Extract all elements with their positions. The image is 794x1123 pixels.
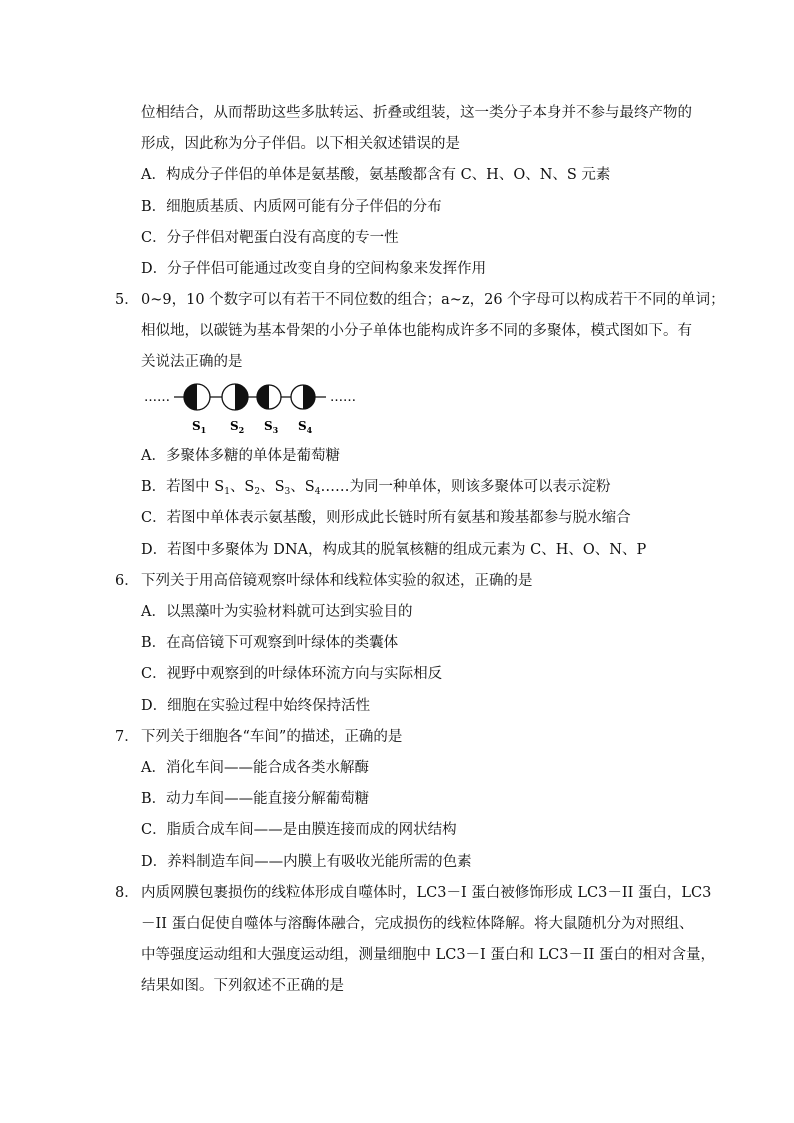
- monomer-chain-figure: [140, 375, 370, 437]
- monomer-s3: [257, 385, 281, 409]
- q8-stem-line-3: 中等强度运动组和大强度运动组，测量细胞中 LC3－I 蛋白和 LC3－II 蛋白的相对含量，: [141, 947, 716, 963]
- label-s4: $S_4$: [298, 419, 313, 435]
- q5-stem-line-1: [115, 290, 725, 310]
- q4-option-c: C．分子伴侣对靶蛋白没有高度的专一性: [141, 230, 399, 246]
- q6-stem: [115, 571, 694, 591]
- q6-option-b: B．在高倍镜下可观察到叶绿体的类囊体: [141, 635, 399, 651]
- q5-option-d: D．若图中多聚体为 DNA，构成其的脱氧核糖的组成元素为 C、H、O、N、P: [141, 542, 647, 558]
- label-s2: $S_2$: [230, 419, 245, 435]
- q7-option-a: A．消化车间——能合成各类水解酶: [141, 760, 369, 776]
- monomer-s2: [222, 384, 248, 410]
- q5-number: 5．: [115, 292, 139, 308]
- q8-stem-line-4: 结果如图。下列叙述不正确的是: [141, 978, 344, 994]
- q5-stem-text-1: 0~9，10 个数字可以有若干不同位数的组合；a~z，26 个字母可以构成若干不同的单词；: [141, 292, 725, 308]
- monomer-s4: [291, 385, 315, 409]
- q4-stem-line-2: 形成，因此称为分子伴侣。以下相关叙述错误的是: [141, 136, 460, 152]
- q5-stem-line-3: 关说法正确的是: [141, 354, 243, 370]
- q8-stem-line-1: [115, 883, 712, 903]
- q6-option-c: C．视野中观察到的叶绿体环流方向与实际相反: [141, 666, 443, 682]
- q5-option-c: C．若图中单体表示氨基酸，则形成此长链时所有氨基和羧基都参与脱水缩合: [141, 510, 631, 526]
- q5-option-a: A．多聚体多糖的单体是葡萄糖: [141, 448, 340, 464]
- q4-option-a: A．构成分子伴侣的单体是氨基酸，氨基酸都含有 C、H、O、N、S 元素: [141, 167, 611, 183]
- q4-stem-line-1: 位相结合，从而帮助这些多肽转运、折叠或组装，这一类分子本身并不参与最终产物的: [141, 105, 692, 121]
- q6-stem-text: 下列关于用高倍镜观察叶绿体和线粒体实验的叙述，正确的是: [141, 573, 533, 589]
- q7-option-d: D．养料制造车间——内膜上有吸收光能所需的色素: [141, 854, 472, 870]
- monomer-s1: [184, 384, 210, 410]
- q4-option-d: D．分子伴侣可能通过改变自身的空间构象来发挥作用: [141, 261, 487, 277]
- q6-option-a: A．以黑藻叶为实验材料就可达到实验目的: [141, 604, 413, 620]
- label-s3: $S_3$: [264, 419, 279, 435]
- q8-stem-text-1: 内质网膜包裹损伤的线粒体形成自噬体时，LC3－I 蛋白被修饰形成 LC3－II 蛋白，LC3: [141, 885, 712, 901]
- q7-stem-text: 下列关于细胞各“车间”的描述，正确的是: [141, 729, 403, 745]
- q4-option-b: B．细胞质基质、内质网可能有分子伴侣的分布: [141, 199, 442, 215]
- q6-option-d: D．细胞在实验过程中始终保持活性: [141, 698, 371, 714]
- q7-stem: [115, 727, 694, 747]
- q6-number: 6．: [115, 573, 139, 589]
- q7-option-c: C．脂质合成车间——是由膜连接而成的网状结构: [141, 822, 457, 838]
- q7-option-b: B．动力车间——能直接分解葡萄糖: [141, 791, 370, 807]
- q7-number: 7．: [115, 729, 139, 745]
- label-s1: $S_1$: [192, 419, 207, 435]
- q8-number: 8．: [115, 885, 139, 901]
- q5-stem-line-2: 相似地，以碳链为基本骨架的小分子单体也能构成许多不同的多聚体，模式图如下。有: [141, 323, 692, 339]
- q8-stem-line-2: －II 蛋白促使自噬体与溶酶体融合，完成损伤的线粒体降解。将大鼠随机分为对照组、: [141, 916, 694, 932]
- chain-dots-left: ……: [144, 390, 170, 405]
- chain-dots-right: ……: [330, 390, 356, 405]
- q5-option-b: B．若图中 $S_1$、$S_2$、$S_3$、$S_4\dots\dots$为同一种单体，则该多聚体可以表示淀粉: [141, 479, 611, 497]
